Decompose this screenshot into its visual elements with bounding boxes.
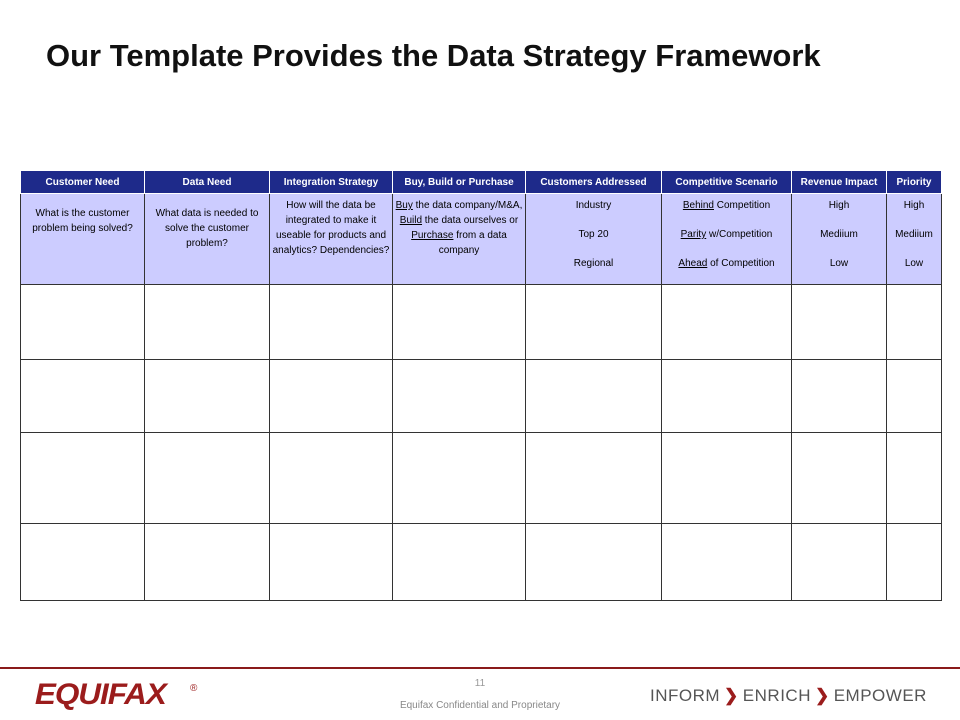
- customers-regional: Regional: [573, 258, 614, 269]
- revenue-medium: Mediium: [820, 229, 858, 240]
- page-number: 11: [474, 678, 486, 689]
- header-customers-addressed: Customers Addressed: [526, 171, 662, 194]
- desc-integration-strategy: How will the data be integrated to make it useable for products and analytics? Dependencies?: [270, 194, 393, 285]
- table-cell: [662, 360, 792, 433]
- table-cell: [145, 285, 270, 360]
- header-data-need: Data Need: [145, 171, 270, 194]
- table-cell: [526, 524, 662, 601]
- buy-build-text-3: from a data company: [438, 230, 507, 256]
- table-cell: [887, 524, 942, 601]
- priority-medium: Mediium: [895, 229, 933, 240]
- footer-divider: [0, 667, 960, 669]
- desc-revenue-impact: [792, 194, 887, 285]
- table-cell: [887, 433, 942, 524]
- tagline-inform: INFORM: [650, 686, 721, 705]
- table-cell: [792, 285, 887, 360]
- desc-competitive-scenario: [662, 194, 792, 285]
- header-buy-build-purchase: Buy, Build or Purchase: [393, 171, 526, 194]
- table-cell: [662, 285, 792, 360]
- table-cell: [270, 285, 393, 360]
- table-row: [21, 524, 942, 601]
- table-row: [21, 433, 942, 524]
- equifax-logo: EQUIFAX: [34, 678, 166, 711]
- header-revenue-impact: Revenue Impact: [792, 171, 887, 194]
- table-cell: [393, 433, 526, 524]
- buy-build-text-2: the data ourselves or: [422, 215, 519, 226]
- table-cell: [887, 285, 942, 360]
- registered-mark: ®: [190, 683, 198, 694]
- table-cell: [662, 524, 792, 601]
- header-integration-strategy: Integration Strategy: [270, 171, 393, 194]
- table-cell: [21, 285, 145, 360]
- confidential-notice: Equifax Confidential and Proprietary: [399, 700, 561, 711]
- priority-high: High: [903, 200, 925, 211]
- desc-customers-addressed: [526, 194, 662, 285]
- table-cell: [526, 433, 662, 524]
- table-cell: [393, 285, 526, 360]
- table-cell: [270, 433, 393, 524]
- table-cell: [526, 360, 662, 433]
- header-row: [21, 171, 942, 194]
- chevron-right-icon: ❯: [814, 686, 830, 705]
- competitive-behind: Behind Competition: [682, 200, 771, 211]
- purchase-text: Purchase: [411, 230, 454, 241]
- desc-buy-build-purchase: [393, 194, 526, 285]
- table-row: [21, 285, 942, 360]
- tagline-enrich: ENRICH: [742, 686, 811, 705]
- header-competitive-scenario: Competitive Scenario: [662, 171, 792, 194]
- chevron-right-icon: ❯: [724, 686, 739, 705]
- revenue-low: Low: [829, 258, 849, 269]
- table-cell: [270, 524, 393, 601]
- competitive-parity: Parity w/Competition: [680, 229, 773, 240]
- table-cell: [21, 524, 145, 601]
- customers-top20: Top 20: [578, 229, 609, 240]
- table-cell: [792, 433, 887, 524]
- desc-customer-need: What is the customer problem being solved?: [21, 194, 145, 285]
- priority-low: Low: [904, 258, 924, 269]
- buy-text: Buy: [395, 200, 413, 211]
- table-cell: [887, 360, 942, 433]
- table-cell: [393, 524, 526, 601]
- competitive-ahead: Ahead of Competition: [678, 258, 775, 269]
- revenue-high: High: [828, 200, 850, 211]
- header-customer-need: Customer Need: [21, 171, 145, 194]
- table-cell: [393, 360, 526, 433]
- table-cell: [21, 433, 145, 524]
- build-text: Build: [399, 215, 423, 226]
- table-cell: [21, 360, 145, 433]
- table-cell: [270, 360, 393, 433]
- table-cell: [145, 360, 270, 433]
- customers-industry: Industry: [575, 200, 612, 211]
- table-cell: [792, 360, 887, 433]
- table-cell: [145, 433, 270, 524]
- table-row: [21, 360, 942, 433]
- header-priority: Priority: [887, 171, 942, 194]
- table-cell: [792, 524, 887, 601]
- table-cell: [662, 433, 792, 524]
- table-cell: [526, 285, 662, 360]
- buy-build-text-1: the data company/M&A,: [412, 200, 523, 211]
- data-strategy-framework-table: [20, 170, 942, 601]
- table-cell: [145, 524, 270, 601]
- desc-priority: [887, 194, 942, 285]
- tagline-empower: EMPOWER: [833, 686, 927, 705]
- desc-data-need: What data is needed to solve the customer problem?: [145, 194, 270, 285]
- slide-title: Our Template Provides the Data Strategy Framework: [46, 38, 821, 73]
- tagline: [650, 686, 927, 706]
- description-row: [21, 194, 942, 285]
